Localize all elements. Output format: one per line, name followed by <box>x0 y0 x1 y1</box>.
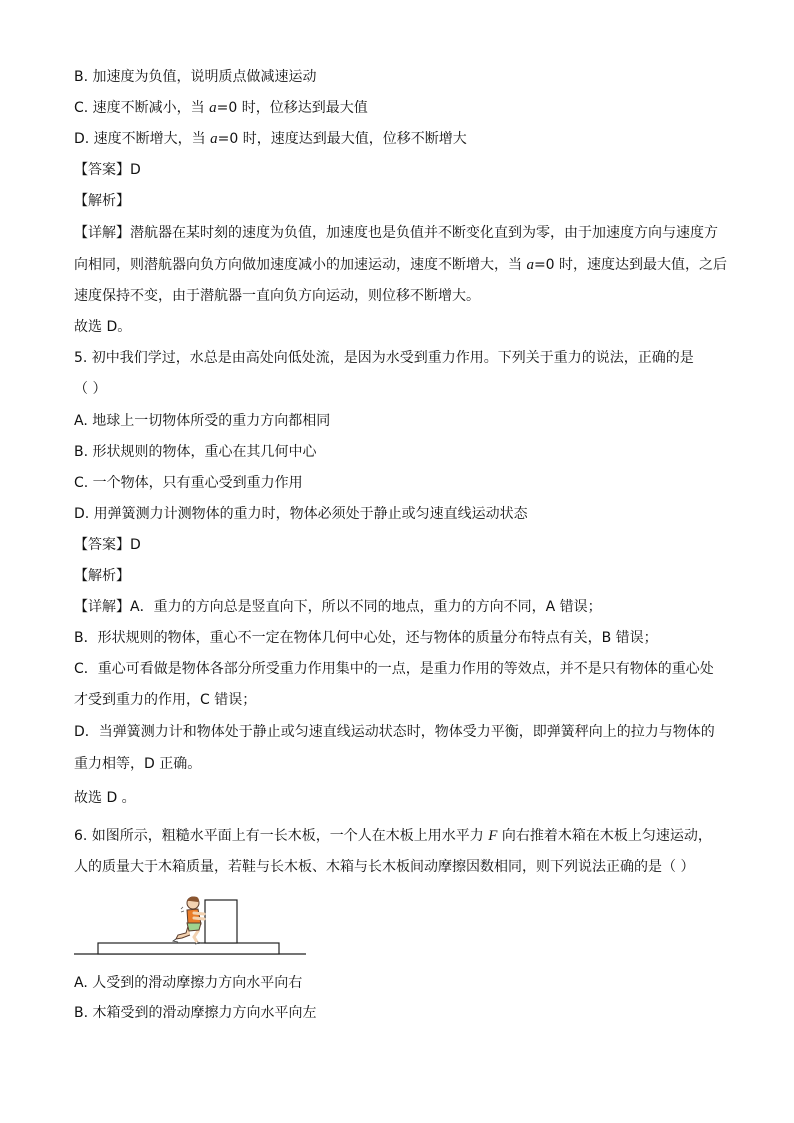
option-d-q4: D. 速度不断增大，当 a=0 时，速度达到最大值，位移不断增大 <box>74 131 467 147</box>
analysis-heading-q4: 【解析】 <box>74 193 130 209</box>
answer-q5: 【答案】D <box>74 537 141 553</box>
explanation-q4-line2: 向相同，则潜航器向负方向做加速度减小的加速运动，速度不断增大，当 a=0 时，速度达到最大值，之后 <box>74 257 728 273</box>
option-b-q6: B. 木箱受到的滑动摩擦力方向水平向左 <box>74 1005 317 1021</box>
long-board <box>98 943 279 954</box>
option-b-q5: B. 形状规则的物体，重心在其几何中心 <box>74 444 317 460</box>
person-icon <box>173 897 204 945</box>
conclusion-q4: 故选 D。 <box>74 319 132 335</box>
explanation-q5-d-line2: 重力相等，D 正确。 <box>74 756 202 772</box>
explanation-q4-line1: 【详解】潜航器在某时刻的速度为负值，加速度也是负值并不断变化直到为零，由于加速度方向与速度方 <box>74 225 718 241</box>
explanation-q5-b: B．形状规则的物体，重心不一定在物体几何中心处，还与物体的质量分布特点有关，B 错误； <box>74 630 658 646</box>
answer-q4: 【答案】D <box>74 162 141 178</box>
explanation-q5-d-line1: D．当弹簧测力计和物体处于静止或匀速直线运动状态时，物体受力平衡，即弹簧秤向上的拉力与物体的 <box>74 724 715 740</box>
question-6-stem-line2: 人的质量大于木箱质量，若鞋与长木板、木箱与长木板间动摩擦因数相同，则下列说法正确的是（ ） <box>74 859 695 875</box>
option-a-q6: A. 人受到的滑动摩擦力方向水平向右 <box>74 975 303 991</box>
explanation-q4-line3: 速度保持不变，由于潜航器一直向负方向运动，则位移不断增大。 <box>74 288 480 304</box>
wooden-box <box>205 900 237 943</box>
explanation-q5-c-line2: 才受到重力的作用，C 错误； <box>74 692 257 708</box>
question-5-stem: 5. 初中我们学过，水总是由高处向低处流，是因为水受到重力作用。下列关于重力的说法，正确的是 <box>74 350 694 366</box>
option-a-q5: A. 地球上一切物体所受的重力方向都相同 <box>74 413 331 429</box>
explanation-q5-c-line1: C．重心可看做是物体各部分所受重力作用集中的一点，是重力作用的等效点，并不是只有物体的重心处 <box>74 661 714 677</box>
option-c-q4: C. 速度不断减小，当 a=0 时，位移达到最大值 <box>74 100 368 116</box>
question-6-stem-line1: 6. 如图所示，粗糙水平面上有一长木板，一个人在木板上用水平力 F 向右推着木箱在木板上匀速运动， <box>74 828 712 844</box>
question-5-blank: （ ） <box>74 381 107 397</box>
analysis-heading-q5: 【解析】 <box>74 568 130 584</box>
option-d-q5: D. 用弹簧测力计测物体的重力时，物体必须处于静止或匀速直线运动状态 <box>74 506 528 522</box>
conclusion-q5: 故选 D 。 <box>74 790 136 806</box>
option-b-q4: B. 加速度为负值，说明质点做减速运动 <box>74 69 317 85</box>
explanation-q5-a: 【详解】A．重力的方向总是竖直向下，所以不同的地点，重力的方向不同，A 错误； <box>74 599 602 615</box>
person-pushing-box-figure <box>74 893 306 963</box>
option-c-q5: C. 一个物体，只有重心受到重力作用 <box>74 475 303 491</box>
